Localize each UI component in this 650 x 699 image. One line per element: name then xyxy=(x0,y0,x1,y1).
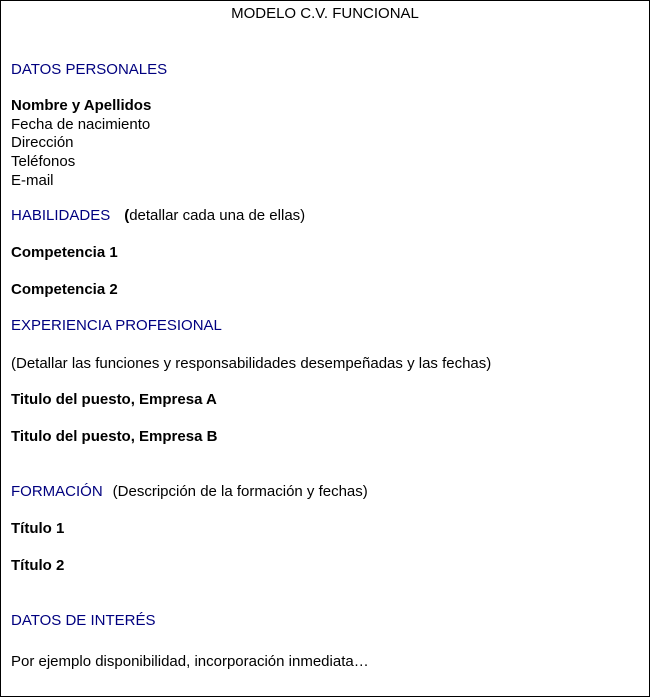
habilidades-note: detallar cada una de ellas) xyxy=(129,207,306,224)
section-heading-habilidades: HABILIDADES xyxy=(11,207,111,224)
competency-item-2: Competencia 2 xyxy=(11,281,118,298)
habilidades-line xyxy=(11,207,305,225)
name-label: Nombre y Apellidos xyxy=(11,97,152,114)
section-heading-experiencia: EXPERIENCIA PROFESIONAL xyxy=(11,317,222,334)
section-heading-formacion: FORMACIÓN xyxy=(11,483,103,500)
section-heading-datos-personales: DATOS PERSONALES xyxy=(11,61,168,78)
section-heading-datos-interes: DATOS DE INTERÉS xyxy=(11,612,156,629)
formacion-note: (Descripción de la formación y fechas) xyxy=(112,483,368,500)
formacion-line xyxy=(11,483,368,501)
document-title: MODELO C.V. FUNCIONAL xyxy=(231,5,419,22)
education-item-2: Título 2 xyxy=(11,557,65,574)
field-phones: Teléfonos xyxy=(11,153,76,170)
field-email: E-mail xyxy=(11,172,54,189)
habilidades-note-paren: ( xyxy=(124,207,130,224)
field-address: Dirección xyxy=(11,134,74,151)
education-item-1: Título 1 xyxy=(11,520,65,537)
job-item-2: Titulo del puesto, Empresa B xyxy=(11,428,218,445)
competency-item-1: Competencia 1 xyxy=(11,244,118,261)
datos-interes-note: Por ejemplo disponibilidad, incorporación inmediata… xyxy=(11,653,369,670)
job-item-1: Titulo del puesto, Empresa A xyxy=(11,391,217,408)
experiencia-note: (Detallar las funciones y responsabilidades desempeñadas y las fechas) xyxy=(11,355,492,372)
field-birthdate: Fecha de nacimiento xyxy=(11,116,151,133)
